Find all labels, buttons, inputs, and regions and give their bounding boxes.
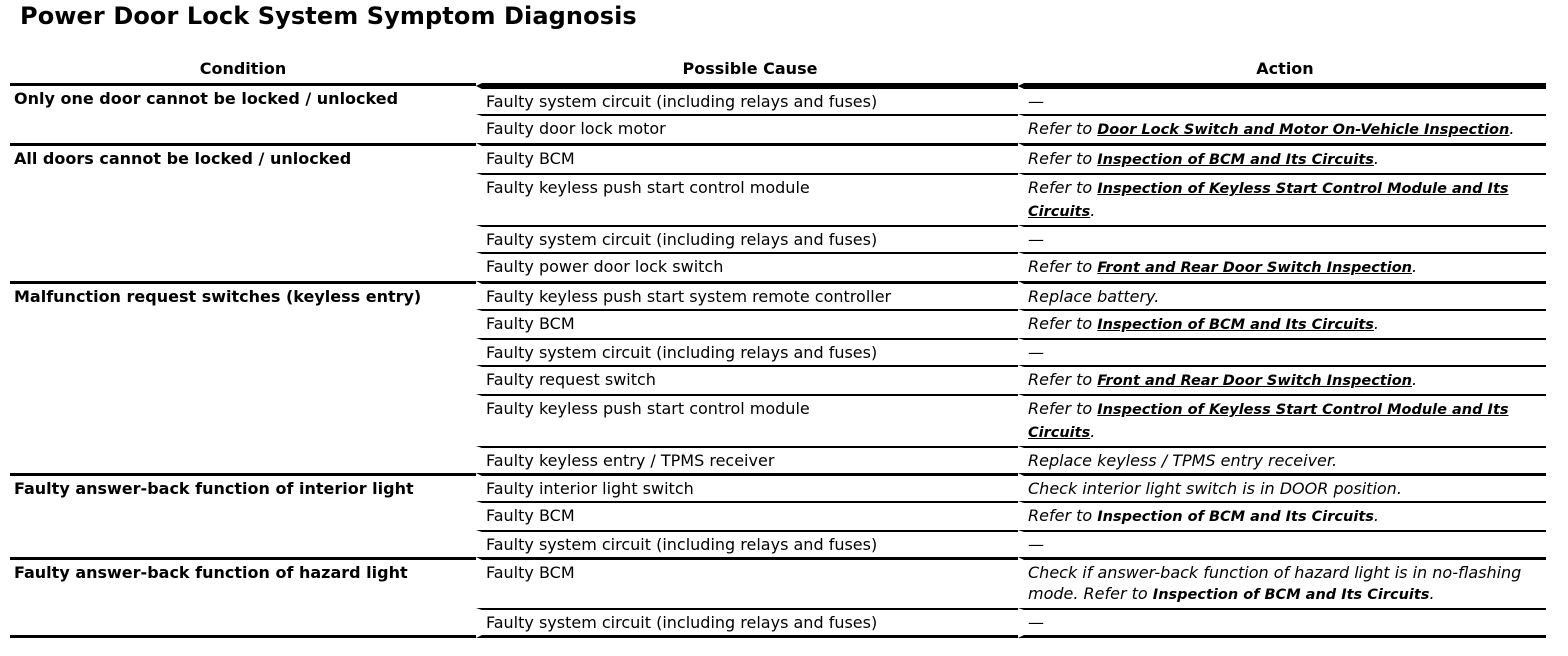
table-body: [10, 86, 1546, 638]
action-cell: [1018, 530, 1546, 557]
possible-cause-cell: Faulty BCM: [476, 557, 1018, 608]
action-cell: [1018, 365, 1546, 394]
action-text: Check if answer-back function of hazard light is in no-flashing mode. Refer to: [1028, 563, 1522, 603]
possible-cause-cell: Faulty power door lock switch: [476, 252, 1018, 281]
action-cell: [1018, 557, 1546, 608]
action-cell: [1018, 252, 1546, 281]
action-suffix: .: [1411, 370, 1418, 389]
action-text: Replace keyless / TPMS entry receiver.: [1028, 451, 1338, 470]
action-text: Refer to: [1028, 370, 1098, 389]
table-header-row: [10, 54, 1546, 86]
condition-cell: Faulty answer-back function of interior light: [10, 473, 476, 557]
reference-link[interactable]: Inspection of Keyless Start Control Module and Its Circuits: [1028, 181, 1509, 220]
action-cell: [1018, 309, 1546, 338]
condition-cell: Malfunction request switches (keyless entry): [10, 281, 476, 473]
action-cell: [1018, 501, 1546, 530]
action-text: Refer to: [1028, 506, 1098, 525]
action-suffix: .: [1373, 314, 1379, 333]
possible-cause-cell: Faulty request switch: [476, 365, 1018, 394]
action-cell: [1018, 281, 1546, 309]
possible-cause-cell: Faulty system circuit (including relays and fuses): [476, 608, 1018, 638]
possible-cause-cell: Faulty interior light switch: [476, 473, 1018, 501]
action-text: —: [1028, 343, 1044, 362]
action-text: Refer to: [1028, 257, 1098, 276]
reference-text: Inspection of BCM and Its Circuits: [1152, 587, 1430, 603]
action-text: —: [1028, 613, 1044, 632]
possible-cause-cell: Faulty keyless entry / TPMS receiver: [476, 446, 1018, 473]
header-possible-cause: Possible Cause: [476, 54, 1018, 86]
reference-link[interactable]: Inspection of BCM and Its Circuits: [1097, 152, 1374, 168]
table-row: [10, 281, 1546, 309]
action-text: Check interior light switch is in DOOR position.: [1028, 479, 1402, 498]
action-text: Refer to: [1028, 178, 1098, 197]
possible-cause-cell: Faulty keyless push start control module: [476, 394, 1018, 446]
action-text: Refer to: [1028, 314, 1098, 333]
possible-cause-cell: Faulty BCM: [476, 501, 1018, 530]
condition-cell: Only one door cannot be locked / unlocked: [14, 89, 399, 108]
possible-cause-cell: Faulty BCM: [476, 143, 1018, 173]
action-cell: [1018, 608, 1546, 638]
table-row: [10, 557, 1546, 608]
action-suffix: .: [1373, 506, 1379, 525]
action-text: —: [1028, 92, 1044, 111]
reference-text: Inspection of BCM and Its Circuits: [1097, 509, 1374, 525]
possible-cause-cell: Faulty system circuit (including relays and fuses): [476, 530, 1018, 557]
action-text: —: [1028, 535, 1044, 554]
possible-cause-cell: Faulty system circuit (including relays and fuses): [476, 338, 1018, 365]
reference-link[interactable]: Inspection of Keyless Start Control Module and Its Circuits: [1028, 402, 1509, 441]
action-text: Replace battery.: [1028, 287, 1160, 306]
action-cell: [1018, 173, 1546, 225]
action-suffix: .: [1411, 257, 1418, 276]
condition-cell: All doors cannot be locked / unlocked: [10, 143, 476, 281]
possible-cause-cell: Faulty keyless push start control module: [476, 173, 1018, 225]
page-title: Power Door Lock System Symptom Diagnosis: [20, 2, 637, 30]
action-cell: [1018, 446, 1546, 473]
action-text: —: [1028, 230, 1044, 249]
action-cell: [1018, 86, 1546, 114]
action-cell: [1018, 338, 1546, 365]
action-suffix: .: [1090, 422, 1096, 441]
action-cell: [1018, 225, 1546, 252]
reference-link[interactable]: Door Lock Switch and Motor On-Vehicle Inspection: [1097, 122, 1510, 138]
possible-cause-cell: Faulty keyless push start system remote controller: [476, 281, 1018, 309]
action-text: Refer to: [1028, 119, 1098, 138]
possible-cause-cell: Faulty system circuit (including relays and fuses): [476, 225, 1018, 252]
action-cell: [1018, 473, 1546, 501]
reference-link[interactable]: Inspection of BCM and Its Circuits: [1097, 317, 1374, 333]
action-cell: [1018, 394, 1546, 446]
action-suffix: .: [1090, 201, 1096, 220]
possible-cause-cell: Faulty BCM: [476, 309, 1018, 338]
header-action: Action: [1018, 54, 1546, 86]
header-condition: Condition: [10, 54, 476, 86]
table-row: [10, 473, 1546, 501]
action-suffix: .: [1429, 584, 1435, 603]
condition-cell: Faulty answer-back function of hazard light: [10, 557, 476, 638]
table-row: [10, 143, 1546, 173]
possible-cause-cell: Faulty door lock motor: [476, 114, 1018, 143]
table-row: [10, 86, 1546, 114]
reference-link[interactable]: Front and Rear Door Switch Inspection: [1097, 260, 1412, 276]
possible-cause-cell: Faulty system circuit (including relays and fuses): [476, 86, 1018, 114]
action-cell: [1018, 114, 1546, 143]
action-suffix: .: [1373, 149, 1379, 168]
symptom-diagnosis-table: [10, 54, 1546, 638]
reference-link[interactable]: Front and Rear Door Switch Inspection: [1097, 373, 1412, 389]
action-suffix: .: [1509, 119, 1515, 138]
action-text: Refer to: [1028, 399, 1098, 418]
action-text: Refer to: [1028, 149, 1098, 168]
action-cell: [1018, 143, 1546, 173]
